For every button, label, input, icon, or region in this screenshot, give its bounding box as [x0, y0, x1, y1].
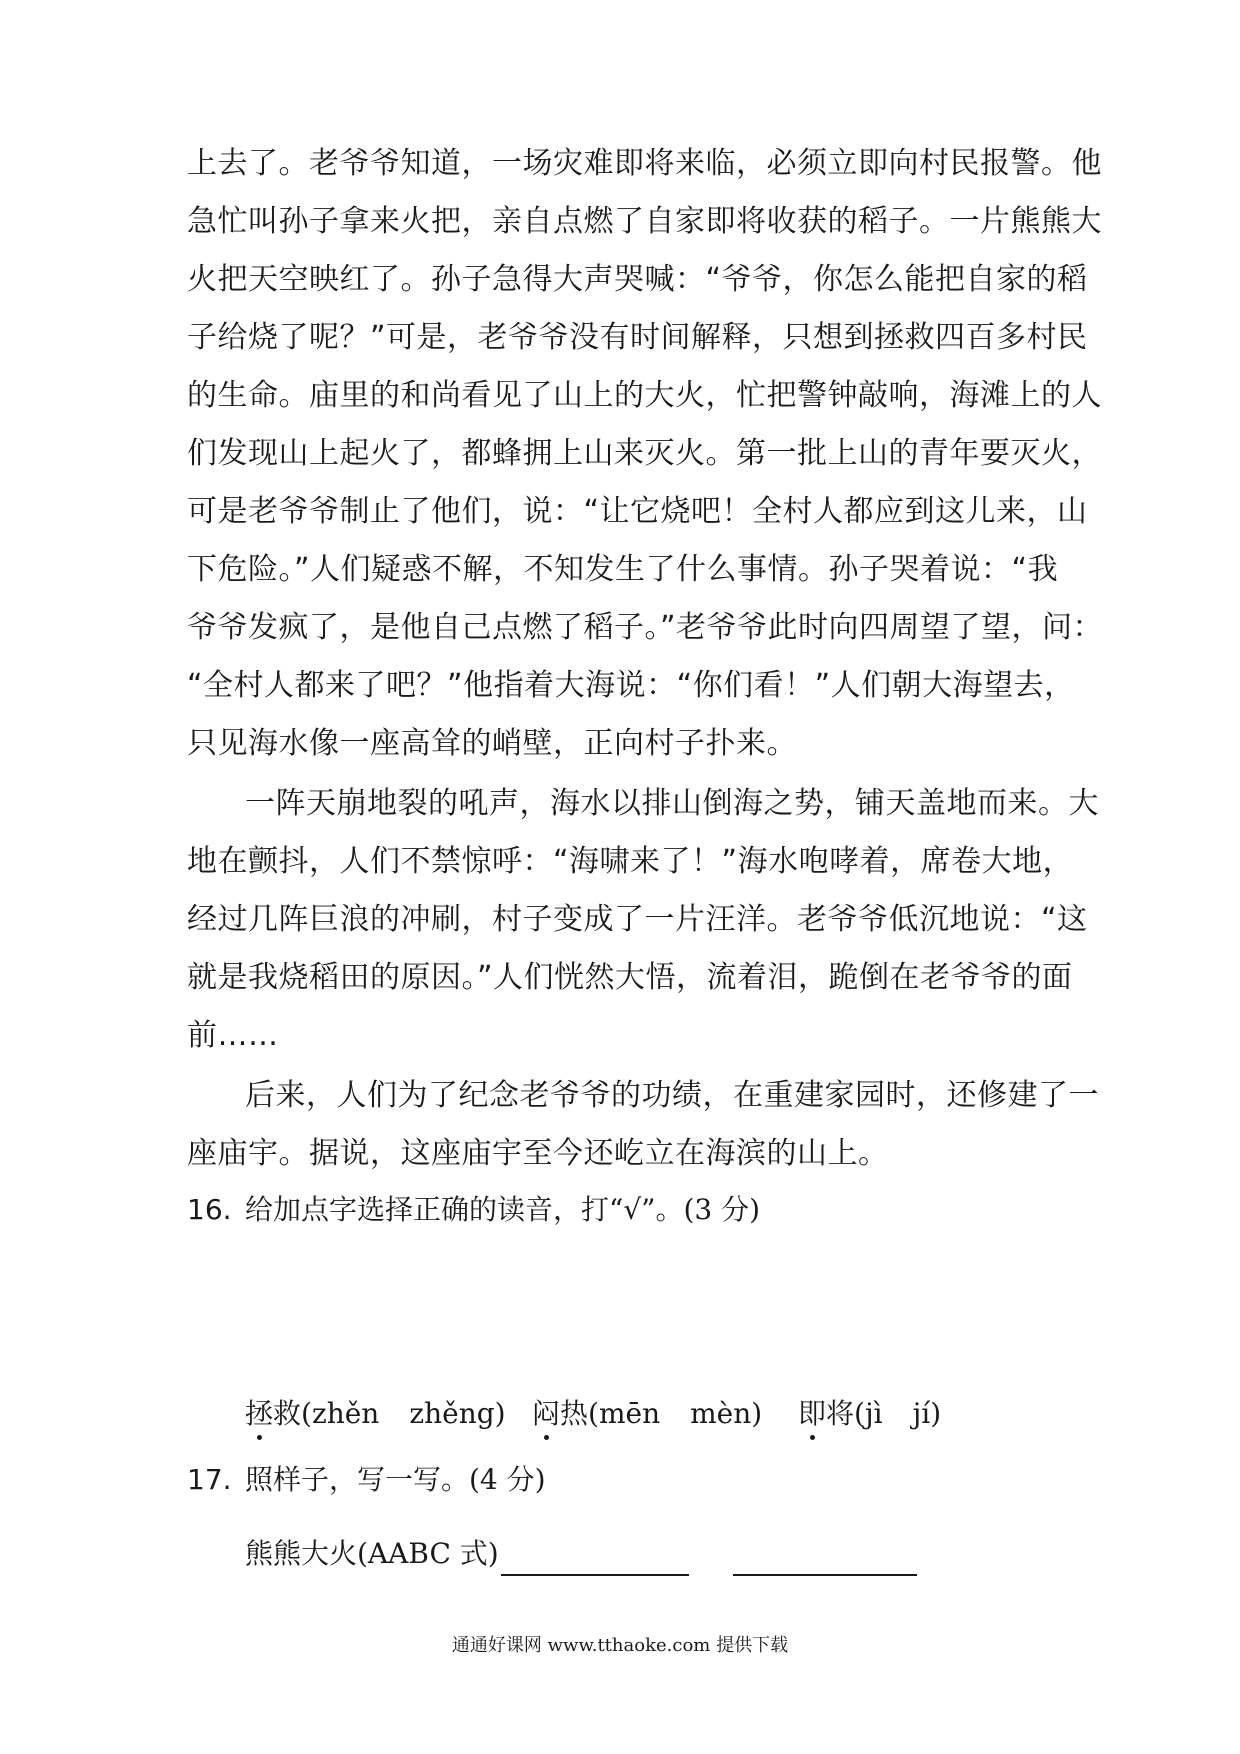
passage-line: 可是老爷爷制止了他们，说：“让它烧吧！全村人都应到这儿来，山: [187, 494, 1088, 529]
passage-line: 前……: [187, 1018, 279, 1053]
pinyin-item: [798, 1392, 941, 1436]
question-17-title: [187, 1458, 546, 1502]
passage-line: 的生命。庙里的和尚看见了山上的大火，忙把警钟敲响，海滩上的人: [187, 378, 1102, 413]
word-rest: 救(: [273, 1397, 312, 1430]
answer-blank-1[interactable]: [501, 1574, 689, 1576]
question-number: 17.: [187, 1463, 232, 1496]
question-16-options: [245, 1392, 1045, 1436]
passage-line: 后来，人们为了纪念老爷爷的功绩，在重建家园时，还修建了一: [245, 1078, 1099, 1113]
paren-close: ): [751, 1397, 763, 1430]
word-rest: 热(: [560, 1397, 599, 1430]
passage-line: 经过几阵巨浪的冲刷，村子变成了一片汪洋。老爷爷低沉地说：“这: [187, 902, 1088, 937]
answer-blank-2[interactable]: [733, 1574, 917, 1576]
question-16-title: [187, 1188, 760, 1232]
passage-line: 急忙叫孙子拿来火把，亲自点燃了自家即将收获的稻子。一片熊熊大: [187, 204, 1102, 239]
question-17-example: [245, 1530, 1045, 1578]
pinyin-option[interactable]: mēn: [598, 1397, 661, 1430]
passage-line: 座庙宇。据说，这座庙宇至今还屹立在海滨的山上。: [187, 1136, 889, 1171]
footer-source: 通通好课网 www.tthaoke.com 提供下载: [451, 1635, 789, 1656]
passage-line: 上去了。老爷爷知道，一场灾难即将来临，必须立即向村民报警。他: [187, 146, 1102, 181]
word-rest: 将(: [826, 1397, 865, 1430]
pinyin-option[interactable]: jì: [864, 1397, 883, 1430]
passage-line: 一阵天崩地裂的吼声，海水以排山倒海之势，铺天盖地而来。大: [245, 786, 1099, 821]
passage-line: 下危险。”人们疑惑不解，不知发生了什么事情。孙子哭着说：“我: [187, 552, 1059, 587]
passage-line: 就是我烧稻田的原因。”人们恍然大悟，流着泪，跪倒在老爷爷的面: [187, 960, 1073, 995]
passage-line: 们发现山上起火了，都蜂拥上山来灭火。第一批上山的青年要灭火，: [187, 436, 1102, 471]
question-text: 给加点字选择正确的读音，打“√”。(3 分): [245, 1193, 761, 1226]
passage-line: 子给烧了呢？”可是，老爷爷没有时间解释，只想到拯救四百多村民: [187, 320, 1088, 355]
passage-line: “全村人都来了吧？”他指着大海说：“你们看！”人们朝大海望去，: [187, 668, 1075, 703]
question-number: 16.: [187, 1193, 232, 1226]
pinyin-item: [245, 1392, 506, 1436]
pinyin-option[interactable]: zhěn: [311, 1397, 380, 1430]
pinyin-option[interactable]: jí: [912, 1397, 931, 1430]
pinyin-option[interactable]: mèn: [690, 1397, 752, 1430]
passage-line: 地在颤抖，人们不禁惊呼：“海啸来了！”海水咆哮着，席卷大地，: [187, 844, 1074, 879]
dotted-character: 闷: [532, 1392, 560, 1436]
dotted-character: 即: [798, 1392, 826, 1436]
passage-line: 只见海水像一座高耸的峭壁，正向村子扑来。: [187, 726, 797, 761]
pinyin-item: [532, 1392, 762, 1436]
paren-close: ): [494, 1397, 506, 1430]
passage-line: 火把天空映红了。孙子急得大声哭喊：“爷爷，你怎么能把自家的稻: [187, 262, 1088, 297]
dotted-character: 拯: [245, 1392, 273, 1436]
pinyin-option[interactable]: zhěng: [409, 1397, 495, 1430]
paren-close: ): [930, 1397, 942, 1430]
question-text: 照样子，写一写。(4 分): [245, 1463, 546, 1496]
example-phrase: 熊熊大火(AABC 式): [245, 1537, 499, 1570]
passage-line: 爷爷发疯了，是他自己点燃了稻子。”老爷爷此时向四周望了望，问：: [187, 610, 1104, 645]
